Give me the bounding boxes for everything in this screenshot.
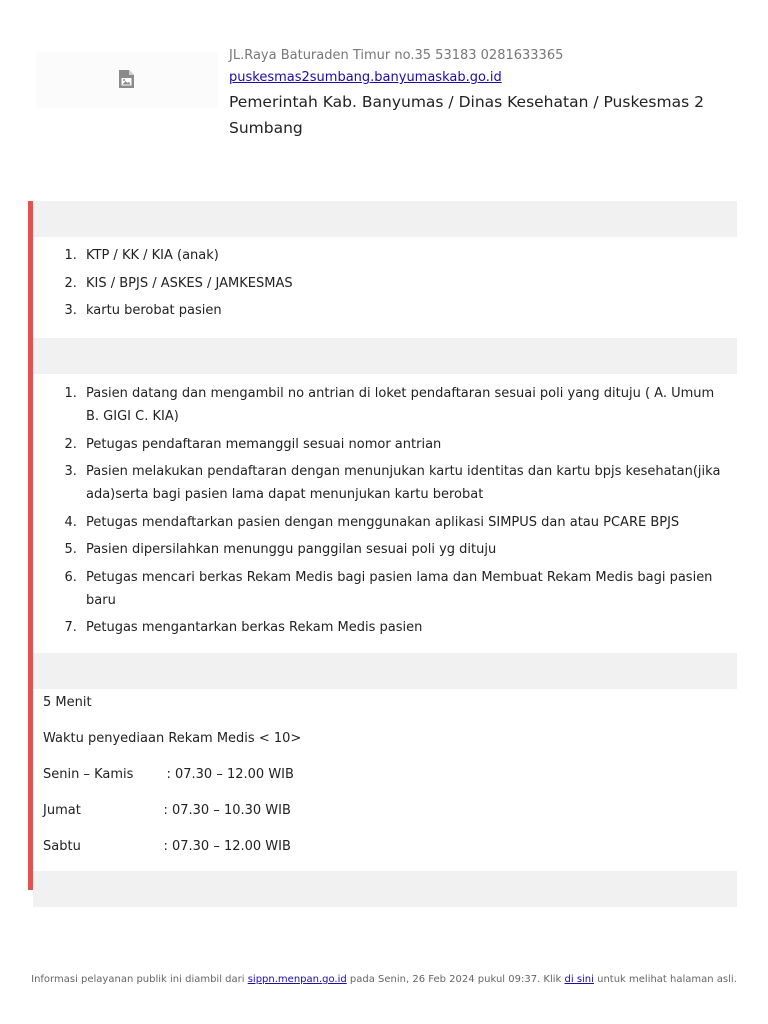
image-placeholder-icon [118,69,135,89]
footer-text: pada Senin, 26 Feb 2024 pukul 09:37. Klik [346,974,565,985]
list-item: 6. Petugas mencari berkas Rekam Medis bagi pasien lama dan Membuat Rekam Medis bagi pasien baru [81,566,729,612]
schedule-row: Senin – Kamis : 07.30 – 12.00 WIB [43,767,294,782]
source-link[interactable]: sippn.menpan.go.id [247,974,347,985]
schedule-row: Sabtu : 07.30 – 12.00 WIB [43,839,291,854]
list-item: 1. KTP / KK / KIA (anak) [81,244,737,267]
original-page-link[interactable]: di sini [564,974,594,985]
list-item: 7. Petugas mengantarkan berkas Rekam Medis pasien [81,616,729,639]
footer-text: untuk melihat halaman asli. [593,974,737,985]
service-info-panel [28,201,737,890]
organization-name: Pemerintah Kab. Banyumas / Dinas Kesehatan / Puskesmas 2 Sumbang [229,93,704,137]
service-duration: 5 Menit [43,695,92,710]
list-item: 2. KIS / BPJS / ASKES / JAMKESMAS [81,272,737,295]
source-footer [0,972,768,988]
requirements-list [33,237,737,338]
schedule-row: Jumat : 07.30 – 10.30 WIB [43,803,291,818]
record-time: Waktu penyediaan Rekam Medis < 10> [43,731,302,746]
section-header-requirements [33,201,737,237]
section-header-procedure [33,338,737,374]
list-item: 3. Pasien melakukan pendaftaran dengan menunjukan kartu identitas dan kartu bpjs kesehatan(jika ada)serta bagi pasien lama dapat menunjukan kartu berobat [81,460,729,506]
footer-text: Informasi pelayanan publik ini diambil dari [31,974,248,985]
list-item: 3. kartu berobat pasien [81,299,737,322]
page-header [0,0,768,160]
list-item: 4. Petugas mendaftarkan pasien dengan menggunakan aplikasi SIMPUS dan atau PCARE BPJS [81,511,729,534]
section-header-time [33,653,737,689]
procedure-list [33,374,737,653]
service-time-block [33,689,737,871]
website-link[interactable]: puskesmas2sumbang.banyumaskab.go.id [229,70,502,85]
list-item: 1. Pasien datang dan mengambil no antrian di loket pendaftaran sesuai poli yang dituju ( A. Umum B. GIGI C. KIA) [81,382,729,428]
section-header-cost [33,871,737,907]
list-item: 5. Pasien dipersilahkan menunggu panggilan sesuai poli yg dituju [81,538,729,561]
header-text [229,47,729,141]
address: JL.Raya Baturaden Timur no.35 53183 0281633365 [229,48,564,63]
list-item: 2. Petugas pendaftaran memanggil sesuai nomor antrian [81,433,729,456]
